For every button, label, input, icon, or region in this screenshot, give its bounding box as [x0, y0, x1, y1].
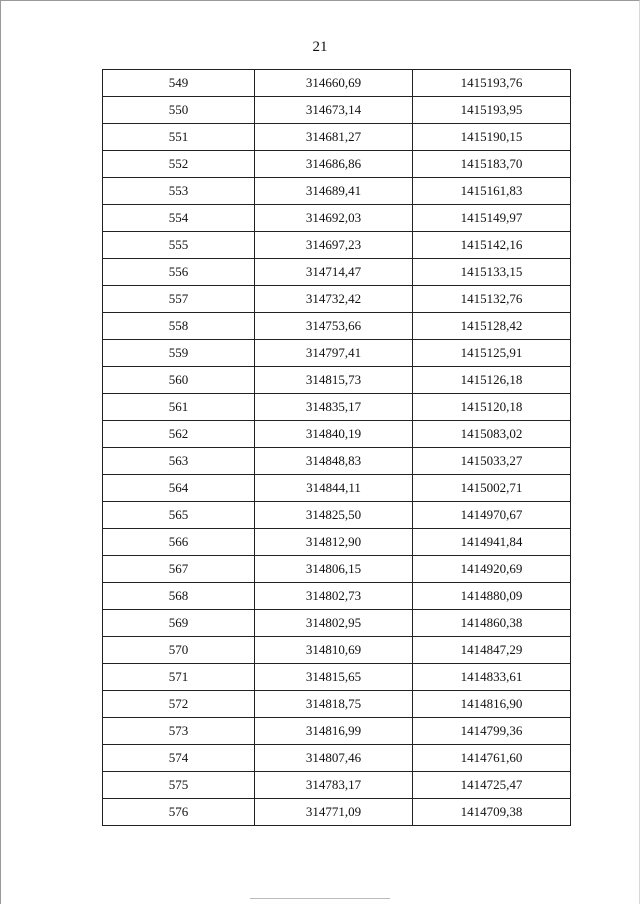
table-row [103, 772, 571, 799]
y-coordinate-cell: 1415190,15 [413, 124, 571, 151]
y-coordinate-cell: 1414709,38 [413, 799, 571, 826]
x-coordinate-cell: 314810,69 [255, 637, 413, 664]
y-coordinate-cell: 1415133,15 [413, 259, 571, 286]
point-number-cell: 573 [103, 718, 255, 745]
table-row [103, 556, 571, 583]
x-coordinate-cell: 314686,86 [255, 151, 413, 178]
point-number-cell: 576 [103, 799, 255, 826]
x-coordinate-cell: 314692,03 [255, 205, 413, 232]
point-number-cell: 550 [103, 97, 255, 124]
table-row [103, 286, 571, 313]
table-row [103, 205, 571, 232]
y-coordinate-cell: 1415132,76 [413, 286, 571, 313]
table-row [103, 664, 571, 691]
point-number-cell: 556 [103, 259, 255, 286]
y-coordinate-cell: 1414761,60 [413, 745, 571, 772]
point-number-cell: 549 [103, 70, 255, 97]
y-coordinate-cell: 1414920,69 [413, 556, 571, 583]
point-number-cell: 555 [103, 232, 255, 259]
footer-rule [250, 898, 390, 899]
y-coordinate-cell: 1414847,29 [413, 637, 571, 664]
point-number-cell: 562 [103, 421, 255, 448]
table-row [103, 70, 571, 97]
x-coordinate-cell: 314816,99 [255, 718, 413, 745]
y-coordinate-cell: 1415161,83 [413, 178, 571, 205]
table-row [103, 583, 571, 610]
x-coordinate-cell: 314806,15 [255, 556, 413, 583]
point-number-cell: 565 [103, 502, 255, 529]
y-coordinate-cell: 1414833,61 [413, 664, 571, 691]
x-coordinate-cell: 314673,14 [255, 97, 413, 124]
y-coordinate-cell: 1415193,76 [413, 70, 571, 97]
point-number-cell: 564 [103, 475, 255, 502]
y-coordinate-cell: 1415142,16 [413, 232, 571, 259]
y-coordinate-cell: 1415128,42 [413, 313, 571, 340]
table-row [103, 637, 571, 664]
x-coordinate-cell: 314660,69 [255, 70, 413, 97]
y-coordinate-cell: 1415183,70 [413, 151, 571, 178]
point-number-cell: 571 [103, 664, 255, 691]
coordinates-table-body [103, 70, 571, 826]
table-row [103, 502, 571, 529]
table-row [103, 799, 571, 826]
table-row [103, 313, 571, 340]
point-number-cell: 554 [103, 205, 255, 232]
table-row [103, 529, 571, 556]
point-number-cell: 561 [103, 394, 255, 421]
y-coordinate-cell: 1414880,09 [413, 583, 571, 610]
y-coordinate-cell: 1414799,36 [413, 718, 571, 745]
coordinates-table [102, 69, 571, 826]
x-coordinate-cell: 314771,09 [255, 799, 413, 826]
point-number-cell: 560 [103, 367, 255, 394]
x-coordinate-cell: 314802,95 [255, 610, 413, 637]
y-coordinate-cell: 1414860,38 [413, 610, 571, 637]
table-row [103, 259, 571, 286]
point-number-cell: 563 [103, 448, 255, 475]
x-coordinate-cell: 314815,73 [255, 367, 413, 394]
point-number-cell: 559 [103, 340, 255, 367]
point-number-cell: 570 [103, 637, 255, 664]
table-row [103, 97, 571, 124]
table-row [103, 340, 571, 367]
point-number-cell: 568 [103, 583, 255, 610]
x-coordinate-cell: 314825,50 [255, 502, 413, 529]
table-row [103, 178, 571, 205]
y-coordinate-cell: 1414725,47 [413, 772, 571, 799]
table-row [103, 232, 571, 259]
y-coordinate-cell: 1415083,02 [413, 421, 571, 448]
y-coordinate-cell: 1414970,67 [413, 502, 571, 529]
x-coordinate-cell: 314697,23 [255, 232, 413, 259]
page-number: 21 [312, 39, 328, 55]
table-row [103, 421, 571, 448]
point-number-cell: 574 [103, 745, 255, 772]
x-coordinate-cell: 314807,46 [255, 745, 413, 772]
point-number-cell: 575 [103, 772, 255, 799]
y-coordinate-cell: 1415193,95 [413, 97, 571, 124]
x-coordinate-cell: 314689,41 [255, 178, 413, 205]
x-coordinate-cell: 314818,75 [255, 691, 413, 718]
table-row [103, 691, 571, 718]
y-coordinate-cell: 1414941,84 [413, 529, 571, 556]
x-coordinate-cell: 314802,73 [255, 583, 413, 610]
x-coordinate-cell: 314840,19 [255, 421, 413, 448]
y-coordinate-cell: 1414816,90 [413, 691, 571, 718]
point-number-cell: 569 [103, 610, 255, 637]
x-coordinate-cell: 314732,42 [255, 286, 413, 313]
table-row [103, 718, 571, 745]
table-row [103, 475, 571, 502]
x-coordinate-cell: 314835,17 [255, 394, 413, 421]
x-coordinate-cell: 314753,66 [255, 313, 413, 340]
x-coordinate-cell: 314812,90 [255, 529, 413, 556]
table-row [103, 448, 571, 475]
x-coordinate-cell: 314681,27 [255, 124, 413, 151]
y-coordinate-cell: 1415002,71 [413, 475, 571, 502]
point-number-cell: 552 [103, 151, 255, 178]
table-row [103, 610, 571, 637]
y-coordinate-cell: 1415125,91 [413, 340, 571, 367]
point-number-cell: 553 [103, 178, 255, 205]
y-coordinate-cell: 1415126,18 [413, 367, 571, 394]
x-coordinate-cell: 314797,41 [255, 340, 413, 367]
table-row [103, 367, 571, 394]
x-coordinate-cell: 314844,11 [255, 475, 413, 502]
table-row [103, 124, 571, 151]
y-coordinate-cell: 1415033,27 [413, 448, 571, 475]
x-coordinate-cell: 314815,65 [255, 664, 413, 691]
table-row [103, 394, 571, 421]
point-number-cell: 572 [103, 691, 255, 718]
point-number-cell: 566 [103, 529, 255, 556]
point-number-cell: 567 [103, 556, 255, 583]
x-coordinate-cell: 314714,47 [255, 259, 413, 286]
y-coordinate-cell: 1415149,97 [413, 205, 571, 232]
point-number-cell: 557 [103, 286, 255, 313]
table-row [103, 745, 571, 772]
y-coordinate-cell: 1415120,18 [413, 394, 571, 421]
x-coordinate-cell: 314848,83 [255, 448, 413, 475]
table-row [103, 151, 571, 178]
point-number-cell: 558 [103, 313, 255, 340]
x-coordinate-cell: 314783,17 [255, 772, 413, 799]
point-number-cell: 551 [103, 124, 255, 151]
